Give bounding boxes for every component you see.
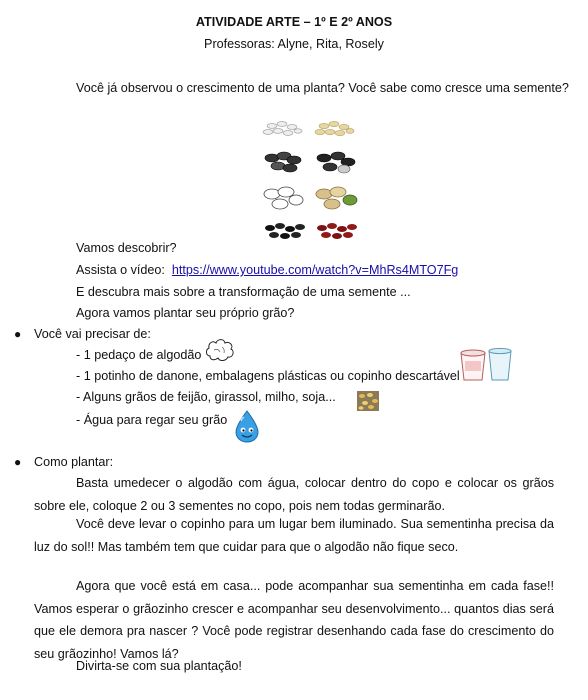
- howto-heading: Como plantar:: [34, 455, 114, 469]
- bullet-icon: ●: [14, 327, 22, 341]
- howto-paragraph-3: Agora que você está em casa... pode acompanhar sua sementinha em cada fase!! Vamos esperar o grãozinho crescer e acompanhar seu desenvolvimento... quantos dias será que ele demora pra nascer ? Você pode registrar desenhando cada fase do crescimento do seu grãozinho! Vamos lá?: [34, 579, 554, 661]
- material-item: - 1 potinho de danone, embalagens plásticas ou copinho descartável: [76, 369, 460, 383]
- dark-seeds-icon: [317, 152, 355, 173]
- video-link[interactable]: https://www.youtube.com/watch?v=MhRs4MTO7Fg: [171, 263, 459, 277]
- seeds-illustration: [258, 116, 370, 244]
- water-drop-icon: [232, 409, 262, 443]
- sunflower-seeds-icon: [265, 152, 301, 172]
- material-item: - Água para regar seu grão: [76, 413, 228, 427]
- howto-paragraph-2: Você deve levar o copinho para um lugar bem iluminado. Sua sementinha precisa da luz do sol!! Mas também tem que cuidar para que o algodão não fique seco.: [34, 517, 554, 554]
- material-item: - Alguns grãos de feijão, girassol, milho, soja...: [76, 390, 336, 404]
- discover-line: Vamos descobrir?: [76, 241, 177, 255]
- intro-question: Você já observou o crescimento de uma planta? Você sabe como cresce uma semente?: [76, 81, 569, 95]
- howto-paragraph-1: Basta umedecer o algodão com água, colocar dentro do copo e colocar os grãos sobre ele, coloque 2 ou 3 sementes no copo, pois nem todas germinarão.: [34, 476, 554, 513]
- cotton-icon: [204, 336, 236, 366]
- black-beans-icon: [265, 223, 305, 239]
- teachers-line: Professoras: Alyne, Rita, Rosely: [204, 37, 384, 51]
- material-item: - 1 pedaço de algodão: [76, 348, 202, 362]
- closing-line: Divirta-se com sua plantação!: [76, 659, 242, 673]
- materials-heading: Você vai precisar de:: [34, 327, 151, 341]
- watch-label: Assista o vídeo:: [76, 263, 165, 277]
- pumpkin-seeds-icon: [264, 187, 303, 209]
- cups-icon: [458, 347, 514, 383]
- wheat-seeds-icon: [315, 121, 354, 135]
- learn-more-line: E descubra mais sobre a transformação de uma semente ...: [76, 285, 411, 299]
- rice-seeds-icon: [263, 122, 302, 136]
- watch-line: [76, 263, 458, 277]
- plant-question: Agora vamos plantar seu próprio grão?: [76, 306, 295, 320]
- bullet-icon: ●: [14, 455, 22, 469]
- page-title: ATIVIDADE ARTE – 1º E 2º ANOS: [195, 15, 393, 29]
- grains-icon: [357, 391, 379, 411]
- red-beans-icon: [317, 223, 357, 239]
- squash-seeds-icon: [316, 187, 357, 209]
